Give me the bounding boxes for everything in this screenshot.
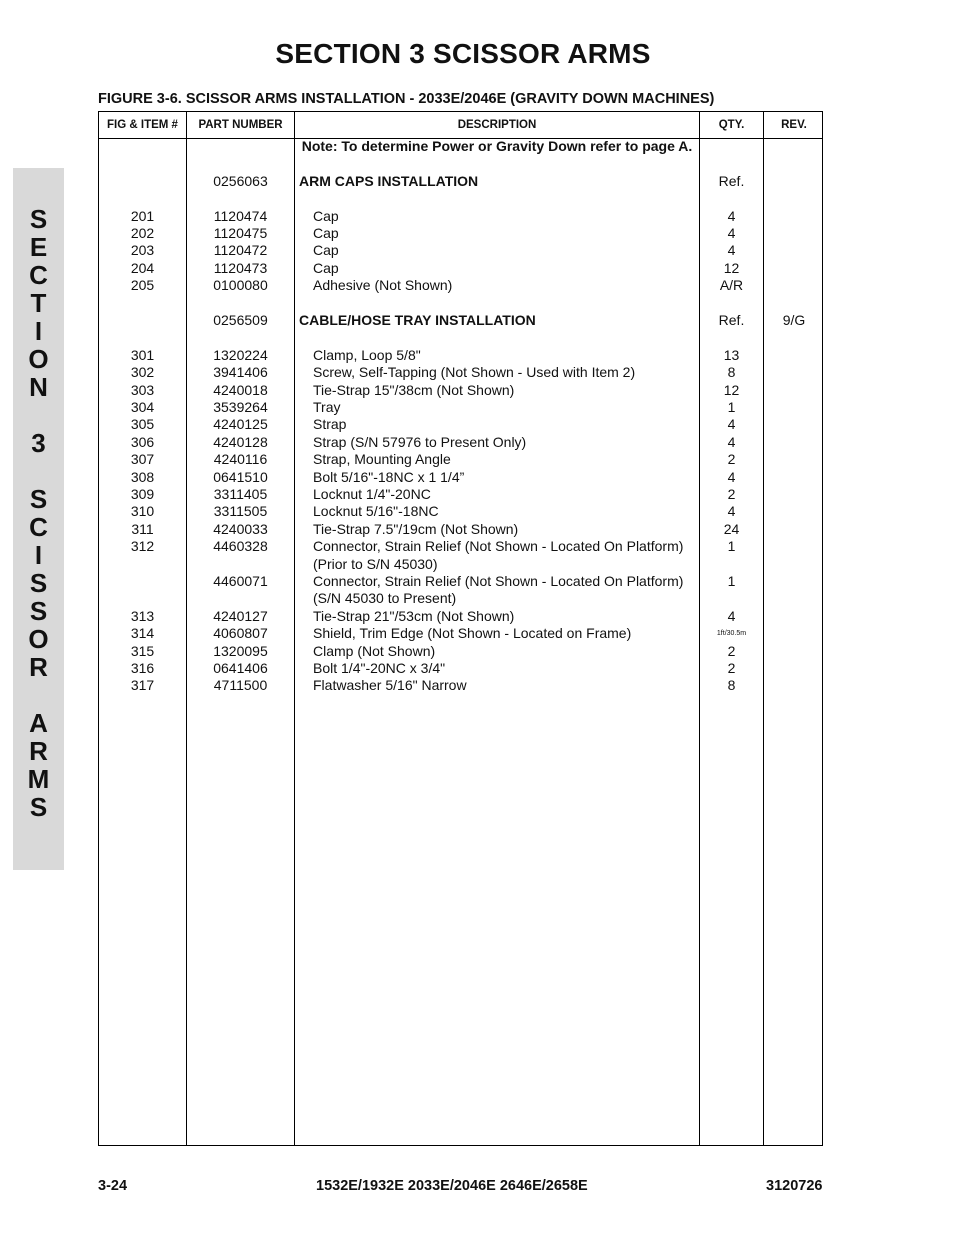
description-cell: Adhesive (Not Shown) <box>313 277 453 293</box>
qty-cell: 4 <box>727 242 736 258</box>
fig-item-cell: 307 <box>130 451 155 467</box>
qty-cell: 24 <box>723 521 740 537</box>
side-tab-letter: T <box>30 288 47 318</box>
side-tab-letter: S <box>29 792 48 822</box>
qty-cell: 2 <box>727 486 736 502</box>
part-number-cell: 4460071 <box>213 573 268 589</box>
description-cell: Bolt 5/16"-18NC x 1 1/4” <box>313 469 465 485</box>
side-tab-letter: R <box>29 736 48 766</box>
part-number-cell: 4460328 <box>213 538 268 554</box>
qty-cell: 4 <box>727 225 736 241</box>
side-tab-letter: I <box>34 540 43 570</box>
fig-item-cell: 314 <box>130 625 155 641</box>
note-text: Note: To determine Power or Gravity Down refer to page A. <box>301 138 693 154</box>
part-number-cell: 1320095 <box>213 643 268 659</box>
header-part-number: PART NUMBER <box>198 119 283 131</box>
side-tab-letter: S <box>29 484 48 514</box>
fig-item-cell: 309 <box>130 486 155 502</box>
fig-item-cell: 317 <box>130 677 155 693</box>
fig-item-cell: 310 <box>130 503 155 519</box>
description-cell: Locknut 1/4"-20NC <box>313 486 431 502</box>
description-cell: Bolt 1/4"-20NC x 3/4" <box>313 660 446 676</box>
description-cell: Connector, Strain Relief (Not Shown - Located On Platform) <box>313 538 684 554</box>
qty-cell: 13 <box>723 347 740 363</box>
part-number-cell: 1120474 <box>213 208 268 224</box>
figure-caption: FIGURE 3-6. SCISSOR ARMS INSTALLATION - 2033E/2046E (GRAVITY DOWN MACHINES) <box>98 91 715 107</box>
fig-item-cell: 301 <box>130 347 155 363</box>
qty-cell: 1ft/30.5m <box>716 630 747 637</box>
description-cell: Tie-Strap 15"/38cm (Not Shown) <box>313 382 515 398</box>
description-cell: (Prior to S/N 45030) <box>313 556 438 572</box>
part-number-cell: 0256509 <box>213 312 268 328</box>
part-number-cell: 0100080 <box>213 277 268 293</box>
part-number-cell: 3311505 <box>213 503 268 519</box>
description-cell: Tie-Strap 21"/53cm (Not Shown) <box>313 608 515 624</box>
description-cell: Connector, Strain Relief (Not Shown - Located On Platform) <box>313 573 684 589</box>
fig-item-cell: 202 <box>130 225 155 241</box>
footer-doc-number: 3120726 <box>766 1178 823 1194</box>
side-tab-letter <box>13 401 64 429</box>
description-cell: Cap <box>313 242 339 258</box>
fig-item-cell: 203 <box>130 242 155 258</box>
part-number-cell: 4240125 <box>213 416 268 432</box>
part-number-cell: 0641406 <box>213 660 268 676</box>
table-header <box>99 112 822 139</box>
description-cell: Strap, Mounting Angle <box>313 451 451 467</box>
side-tab-letter: C <box>29 260 48 290</box>
qty-cell: 2 <box>727 451 736 467</box>
part-number-cell: 4240018 <box>213 382 268 398</box>
side-tab-letter: E <box>29 232 48 262</box>
fig-item-cell: 312 <box>130 538 155 554</box>
header-fig-item: FIG & ITEM # <box>107 119 178 131</box>
side-tab-letter: S <box>29 204 48 234</box>
fig-item-cell: 316 <box>130 660 155 676</box>
part-number-cell: 4711500 <box>213 677 268 693</box>
side-tab-letter: O <box>28 624 49 654</box>
side-tab-letter: A <box>29 708 48 738</box>
fig-item-cell: 201 <box>130 208 155 224</box>
fig-item-cell: 308 <box>130 469 155 485</box>
section-side-tab-label <box>13 205 64 821</box>
parts-table <box>98 111 823 1146</box>
side-tab-letter: R <box>29 652 48 682</box>
qty-cell: 2 <box>727 660 736 676</box>
part-number-cell: 0256063 <box>213 173 268 189</box>
qty-cell: 1 <box>727 573 736 589</box>
description-cell: Strap <box>313 416 347 432</box>
part-number-cell: 0641510 <box>213 469 268 485</box>
footer-page-number: 3-24 <box>98 1178 128 1194</box>
qty-cell: 4 <box>727 416 736 432</box>
qty-cell: 8 <box>727 677 736 693</box>
part-number-cell: 1120472 <box>213 242 268 258</box>
fig-item-cell: 305 <box>130 416 155 432</box>
side-tab-letter: N <box>29 372 48 402</box>
description-cell: Cap <box>313 260 339 276</box>
column-divider <box>763 112 764 1145</box>
part-number-cell: 4240033 <box>213 521 268 537</box>
qty-cell: 4 <box>727 608 736 624</box>
side-tab-letter <box>13 681 64 709</box>
qty-cell: 1 <box>727 399 736 415</box>
side-tab-letter: I <box>34 316 43 346</box>
fig-item-cell: 306 <box>130 434 155 450</box>
fig-item-cell: 313 <box>130 608 155 624</box>
description-cell: CABLE/HOSE TRAY INSTALLATION <box>299 312 536 328</box>
side-tab-letter: 3 <box>31 428 46 458</box>
fig-item-cell: 303 <box>130 382 155 398</box>
header-rev: REV. <box>781 119 807 131</box>
part-number-cell: 3941406 <box>213 364 268 380</box>
description-cell: Flatwasher 5/16" Narrow <box>313 677 467 693</box>
description-cell: Clamp (Not Shown) <box>313 643 436 659</box>
part-number-cell: 3311405 <box>213 486 268 502</box>
qty-cell: 12 <box>723 260 740 276</box>
page-title: SECTION 3 SCISSOR ARMS <box>275 38 651 69</box>
fig-item-cell: 204 <box>130 260 155 276</box>
qty-cell: 4 <box>727 208 736 224</box>
fig-item-cell: 315 <box>130 643 155 659</box>
part-number-cell: 3539264 <box>213 399 268 415</box>
fig-item-cell: 311 <box>131 521 154 537</box>
header-qty: QTY. <box>718 119 745 131</box>
part-number-cell: 4240116 <box>213 451 268 467</box>
description-cell: Cap <box>313 225 339 241</box>
row-tick-mark <box>294 210 295 222</box>
qty-cell: A/R <box>719 277 744 293</box>
part-number-cell: 4240127 <box>213 608 268 624</box>
qty-cell: 1 <box>727 538 736 554</box>
fig-item-cell: 302 <box>130 364 155 380</box>
qty-cell: 4 <box>727 503 736 519</box>
description-cell: Strap (S/N 57976 to Present Only) <box>313 434 527 450</box>
rev-cell: 9/G <box>782 312 806 328</box>
part-number-cell: 4060807 <box>213 625 268 641</box>
part-number-cell: 1320224 <box>213 347 268 363</box>
description-cell: Clamp, Loop 5/8" <box>313 347 421 363</box>
fig-item-cell: 205 <box>130 277 155 293</box>
qty-cell: 12 <box>723 382 740 398</box>
side-tab-letter: S <box>29 568 48 598</box>
description-cell: Screw, Self-Tapping (Not Shown - Used with Item 2) <box>313 364 636 380</box>
qty-cell: 4 <box>727 469 736 485</box>
side-tab-letter: M <box>27 764 50 794</box>
fig-item-cell: 304 <box>130 399 155 415</box>
qty-cell: 2 <box>727 643 736 659</box>
side-tab-letter <box>13 457 64 485</box>
footer-models: 1532E/1932E 2033E/2046E 2646E/2658E <box>316 1178 588 1194</box>
description-cell: Shield, Trim Edge (Not Shown - Located on Frame) <box>313 625 632 641</box>
side-tab-letter: S <box>29 596 48 626</box>
column-divider <box>294 112 295 1145</box>
side-tab-letter: C <box>29 512 48 542</box>
side-tab-letter: O <box>28 344 49 374</box>
description-cell: Locknut 5/16"-18NC <box>313 503 439 519</box>
description-cell: Tray <box>313 399 341 415</box>
qty-cell: 4 <box>727 434 736 450</box>
part-number-cell: 4240128 <box>213 434 268 450</box>
part-number-cell: 1120473 <box>213 260 268 276</box>
qty-cell: 8 <box>727 364 736 380</box>
header-description: DESCRIPTION <box>457 119 537 131</box>
description-cell: Tie-Strap 7.5"/19cm (Not Shown) <box>313 521 519 537</box>
qty-cell: Ref. <box>718 173 745 189</box>
qty-cell: Ref. <box>718 312 745 328</box>
description-cell: Cap <box>313 208 339 224</box>
description-cell: ARM CAPS INSTALLATION <box>299 173 479 189</box>
description-cell: (S/N 45030 to Present) <box>313 590 457 606</box>
part-number-cell: 1120475 <box>213 225 268 241</box>
